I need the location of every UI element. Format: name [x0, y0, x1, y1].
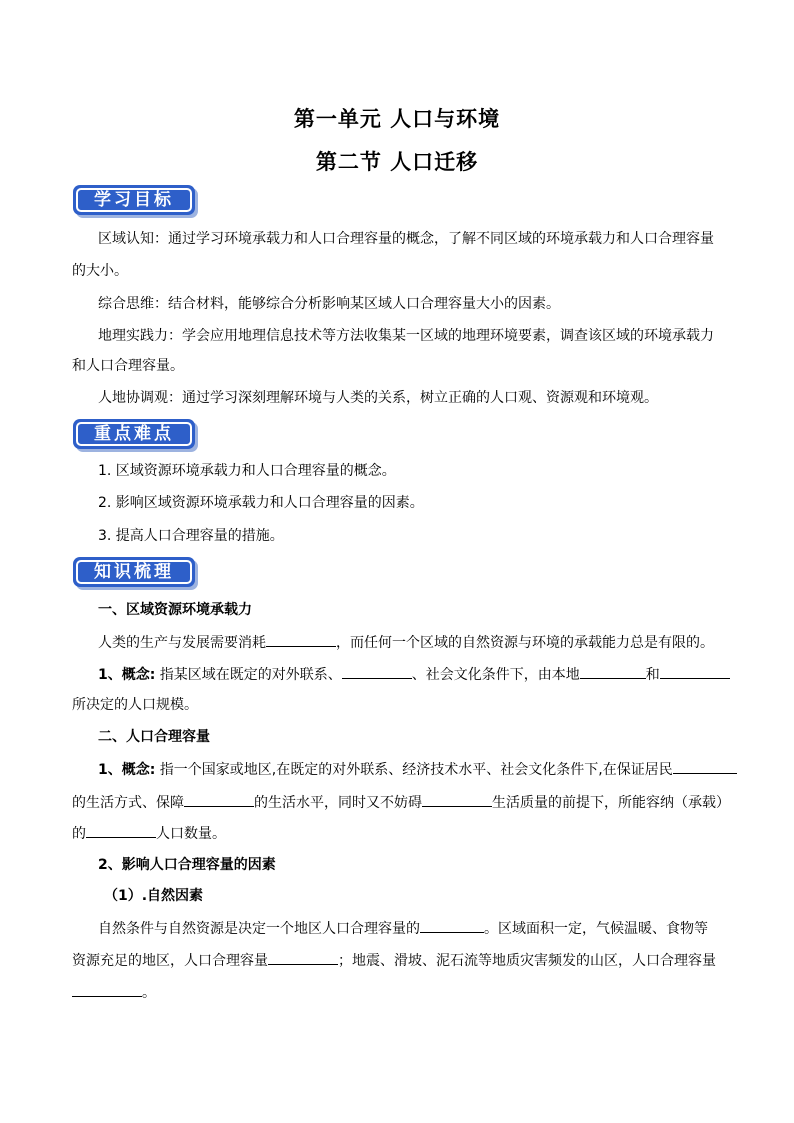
text-span: 自然条件与自然资源是决定一个地区人口合理容量的	[98, 921, 420, 937]
heading-influencing-factors: 2、影响人口合理容量的因素	[98, 857, 276, 873]
knowledge-paragraph	[98, 759, 750, 780]
fill-blank[interactable]	[184, 792, 254, 807]
objective-paragraph: 和人口合理容量。	[72, 358, 184, 374]
keypoints-badge	[73, 419, 195, 449]
fill-blank[interactable]	[580, 664, 646, 679]
fill-blank[interactable]	[86, 823, 156, 838]
text-span: 的生活方式、保障	[72, 795, 184, 811]
fill-blank[interactable]	[660, 664, 730, 679]
objective-paragraph: 地理实践力：学会应用地理信息技术等方法收集某一区域的地理环境要素，调查该区域的环境承载力	[98, 328, 714, 344]
knowledge-paragraph	[72, 792, 730, 813]
text-span: 的生活水平，同时又不妨碍	[254, 795, 422, 811]
text-span: 人口数量。	[156, 826, 226, 842]
text-span: 。区域面积一定，气候温暖、食物等	[484, 921, 708, 937]
objective-paragraph: 人地协调观：通过学习深刻理解环境与人类的关系，树立正确的人口观、资源观和环境观。	[98, 390, 658, 406]
text-span: 指某区域在既定的对外联系、	[155, 667, 342, 683]
text-span: 指一个国家或地区,在既定的对外联系、经济技术水平、社会文化条件下,在保证居民	[155, 762, 673, 778]
knowledge-paragraph	[98, 632, 750, 653]
text-span: 、社会文化条件下，由本地	[411, 667, 580, 683]
knowledge-paragraph: 所决定的人口规模。	[72, 697, 198, 713]
objectives-badge	[73, 185, 195, 215]
knowledge-paragraph	[72, 823, 724, 844]
concept-label: 1、概念:	[98, 667, 156, 683]
fill-blank[interactable]	[673, 759, 737, 774]
knowledge-paragraph	[98, 664, 750, 685]
keypoint-item: 1. 区域资源环境承载力和人口合理容量的概念。	[98, 463, 396, 479]
text-span: 生活质量的前提下，所能容纳（承载）	[492, 795, 730, 811]
knowledge-paragraph	[98, 918, 750, 939]
keypoint-item: 2. 影响区域资源环境承载力和人口合理容量的因素。	[98, 495, 424, 511]
text-span: ，而任何一个区域的自然资源与环境的承载能力总是有限的。	[336, 635, 714, 651]
text-span: 的	[72, 826, 86, 842]
objectives-badge-label: 学习目标	[76, 188, 192, 212]
unit-title: 第一单元 人口与环境	[293, 106, 501, 131]
fill-blank[interactable]	[422, 792, 492, 807]
keypoint-item: 3. 提高人口合理容量的措施。	[98, 528, 284, 544]
heading-natural-factors: （1）.自然因素	[104, 888, 204, 904]
knowledge-paragraph	[72, 950, 724, 971]
keypoints-badge-label: 重点难点	[76, 422, 192, 446]
text-span: 和	[645, 667, 660, 683]
fill-blank[interactable]	[342, 664, 412, 679]
heading-population-capacity: 二、人口合理容量	[98, 729, 210, 745]
fill-blank[interactable]	[266, 632, 336, 647]
text-span: 。	[142, 985, 156, 1001]
text-span: 资源充足的地区，人口合理容量	[72, 953, 268, 969]
objective-paragraph: 区域认知：通过学习环境承载力和人口合理容量的概念，了解不同区域的环境承载力和人口合理容量	[98, 231, 714, 247]
knowledge-paragraph	[72, 982, 724, 1003]
text-span: 人类的生产与发展需要消耗	[98, 635, 266, 651]
section-title: 第二节 人口迁移	[315, 149, 479, 174]
objective-paragraph: 综合思维：结合材料，能够综合分析影响某区域人口合理容量大小的因素。	[98, 296, 560, 312]
knowledge-badge-label: 知识梳理	[76, 560, 192, 584]
concept-label: 1、概念:	[98, 762, 156, 778]
knowledge-badge	[73, 557, 195, 587]
text-span: ；地震、滑坡、泥石流等地质灾害频发的山区，人口合理容量	[338, 953, 716, 969]
objective-paragraph: 的大小。	[72, 263, 128, 279]
fill-blank[interactable]	[72, 982, 142, 997]
fill-blank[interactable]	[420, 918, 484, 933]
heading-carrying-capacity: 一、区域资源环境承载力	[98, 602, 252, 618]
fill-blank[interactable]	[268, 950, 338, 965]
